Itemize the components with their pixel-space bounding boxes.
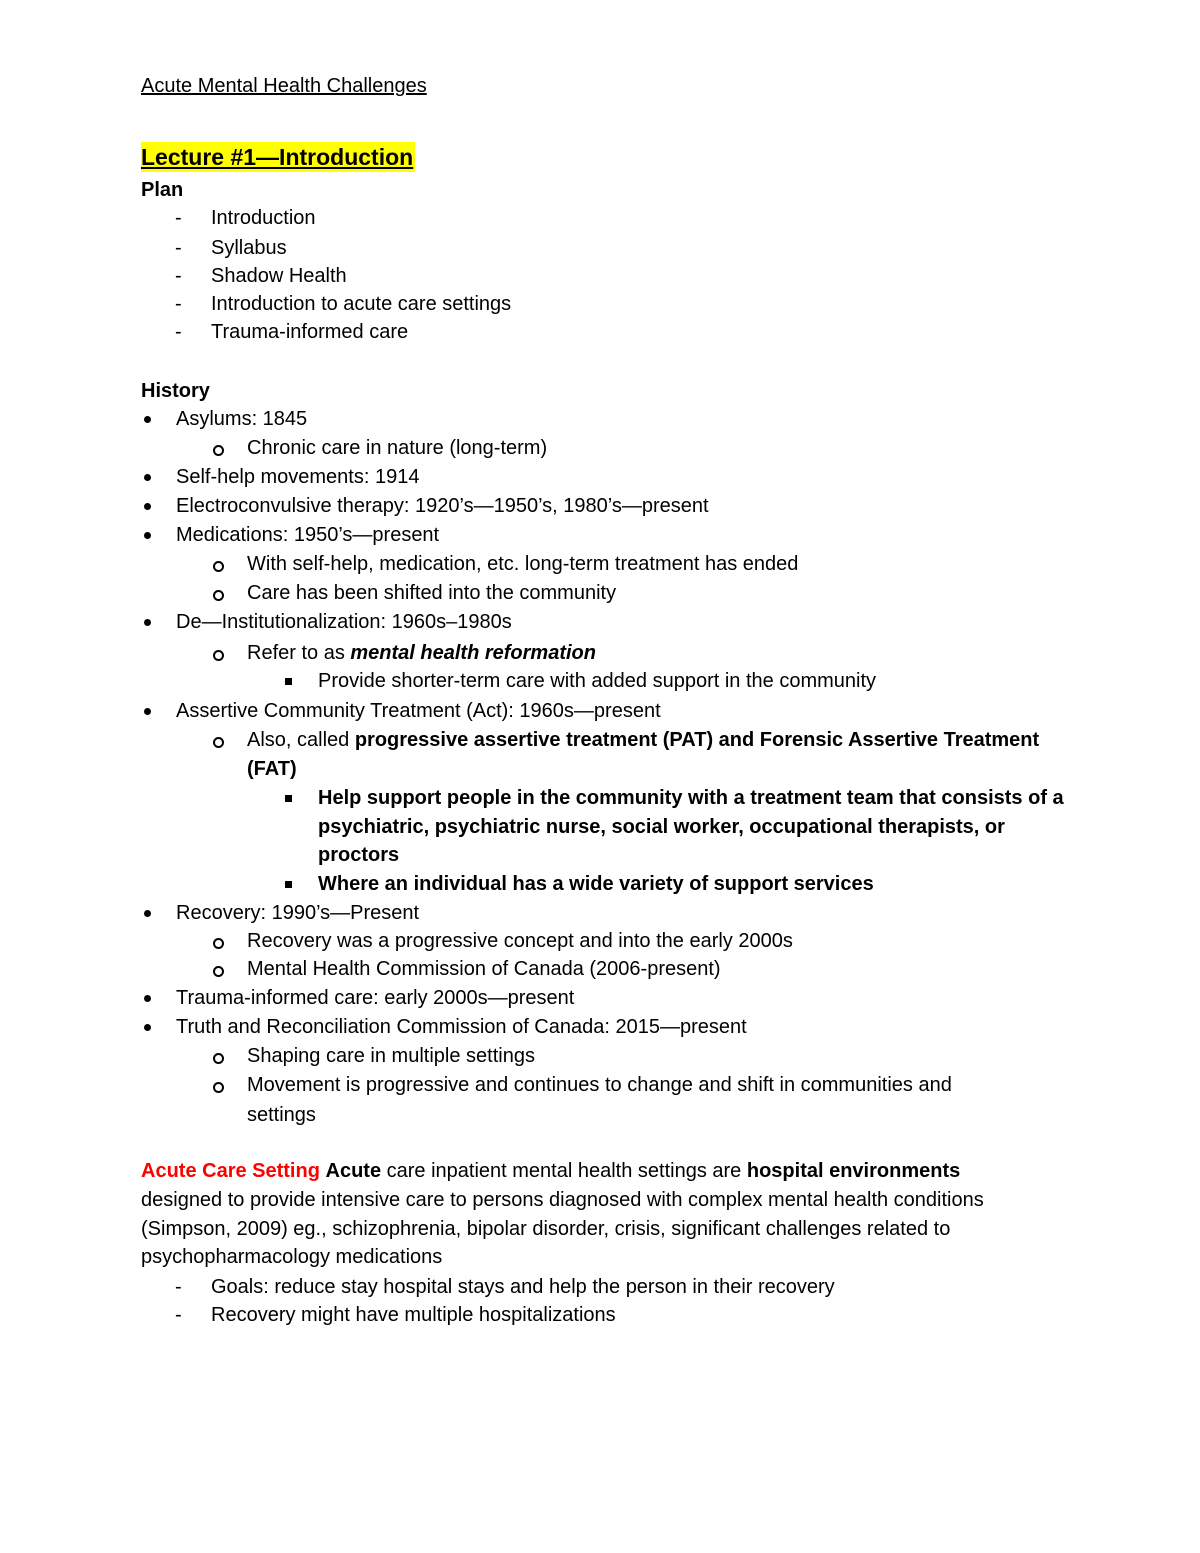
history-subitem: Care has been shifted into the community: [247, 582, 617, 604]
history-item: Medications: 1950’s—present: [176, 524, 440, 546]
history-subsubitem: Help support people in the community with a treatment team that consists of a: [318, 787, 1064, 809]
lecture-heading-text: Lecture #1—Introduction: [141, 144, 414, 170]
acute-paragraph-line: (Simpson, 2009) eg., schizophrenia, bipolar disorder, crisis, significant challenges related to: [141, 1218, 951, 1240]
history-subitem: Recovery was a progressive concept and into the early 2000s: [247, 930, 793, 952]
plan-item: Shadow Health: [211, 265, 347, 287]
bullet-dot: [144, 619, 151, 626]
bullet-square: [285, 881, 292, 888]
dash-bullet: -: [175, 207, 182, 229]
also-text-3: and: [713, 729, 760, 751]
plan-heading: Plan: [141, 179, 184, 201]
acute-text-1: care inpatient mental health settings are: [381, 1160, 747, 1182]
acute-paragraph-line: psychopharmacology medications: [141, 1246, 443, 1268]
acute-care-label: Acute Care Setting: [141, 1160, 320, 1182]
history-item: Recovery: 1990’s—Present: [176, 902, 420, 924]
history-subitem: Shaping care in multiple settings: [247, 1045, 535, 1067]
acute-item: Recovery might have multiple hospitalizations: [211, 1304, 616, 1326]
bullet-dot: [144, 416, 151, 423]
bullet-dot: [144, 995, 151, 1002]
bullet-dot: [144, 532, 151, 539]
acute-item: Goals: reduce stay hospital stays and help the person in their recovery: [211, 1276, 835, 1298]
history-subitem: With self-help, medication, etc. long-term treatment has ended: [247, 553, 799, 575]
plan-item: Introduction to acute care settings: [211, 293, 512, 315]
history-subsubitem-cont: proctors: [318, 844, 400, 866]
history-subitem: [247, 728, 1039, 752]
acute-paragraph-line: designed to provide intensive care to persons diagnosed with complex mental health conditions: [141, 1189, 984, 1211]
bullet-circle: [213, 650, 224, 661]
dash-bullet: -: [175, 237, 182, 259]
bullet-circle: [213, 561, 224, 572]
bullet-circle: [213, 445, 224, 456]
also-text-1: Also, called: [247, 729, 355, 751]
bullet-dot: [144, 503, 151, 510]
bullet-dot: [144, 708, 151, 715]
history-item: Truth and Reconciliation Commission of Canada: 2015—present: [176, 1016, 747, 1038]
history-subsubitem-cont: psychiatric, psychiatric nurse, social worker, occupational therapists, or: [318, 816, 1005, 838]
bullet-circle: [213, 1082, 224, 1093]
history-subitem: Mental Health Commission of Canada (2006-present): [247, 958, 721, 980]
bullet-circle: [213, 590, 224, 601]
history-subitem-cont: settings: [247, 1104, 316, 1126]
refer-prefix: Refer to as: [247, 642, 351, 664]
history-item: De—Institutionalization: 1960s–1980s: [176, 611, 512, 633]
history-subitem: Movement is progressive and continues to change and shift in communities and: [247, 1074, 952, 1096]
bullet-circle: [213, 1053, 224, 1064]
bullet-circle: [213, 737, 224, 748]
bullet-square: [285, 795, 292, 802]
dash-bullet: -: [175, 321, 182, 343]
history-item: Self-help movements: 1914: [176, 466, 420, 488]
document-title: Acute Mental Health Challenges: [141, 75, 427, 97]
also-pat: progressive assertive treatment (PAT): [354, 729, 714, 751]
bullet-square: [285, 678, 292, 685]
history-subitem-cont: (FAT): [247, 758, 297, 780]
history-subsubitem: Where an individual has a wide variety of support services: [318, 873, 874, 895]
dash-bullet: -: [175, 265, 182, 287]
acute-bold-1: Acute: [325, 1160, 382, 1182]
bullet-circle: [213, 938, 224, 949]
lecture-heading: [141, 145, 415, 171]
dash-bullet: -: [175, 293, 182, 315]
history-subitem: Chronic care in nature (long-term): [247, 437, 548, 459]
bullet-dot: [144, 1024, 151, 1031]
acute-paragraph-line: [141, 1159, 960, 1183]
also-fat: Forensic Assertive Treatment: [759, 729, 1040, 751]
dash-bullet: -: [175, 1304, 182, 1326]
dash-bullet: -: [175, 1276, 182, 1298]
bullet-dot: [144, 910, 151, 917]
plan-item: Syllabus: [211, 237, 287, 259]
bullet-circle: [213, 966, 224, 977]
refer-emphasis: mental health reformation: [350, 642, 596, 664]
history-item: Trauma-informed care: early 2000s—present: [176, 987, 575, 1009]
history-item: Assertive Community Treatment (Act): 1960s—present: [176, 700, 661, 722]
bullet-dot: [144, 474, 151, 481]
history-subsubitem: Provide shorter-term care with added support in the community: [318, 670, 877, 692]
history-heading: History: [141, 380, 210, 402]
history-item: Asylums: 1845: [176, 408, 308, 430]
acute-bold-2: hospital environments: [746, 1160, 961, 1182]
history-item: Electroconvulsive therapy: 1920’s—1950’s, 1980’s—present: [176, 495, 709, 517]
plan-item: Introduction: [211, 207, 316, 229]
history-subitem: [247, 641, 596, 665]
plan-item: Trauma-informed care: [211, 321, 409, 343]
